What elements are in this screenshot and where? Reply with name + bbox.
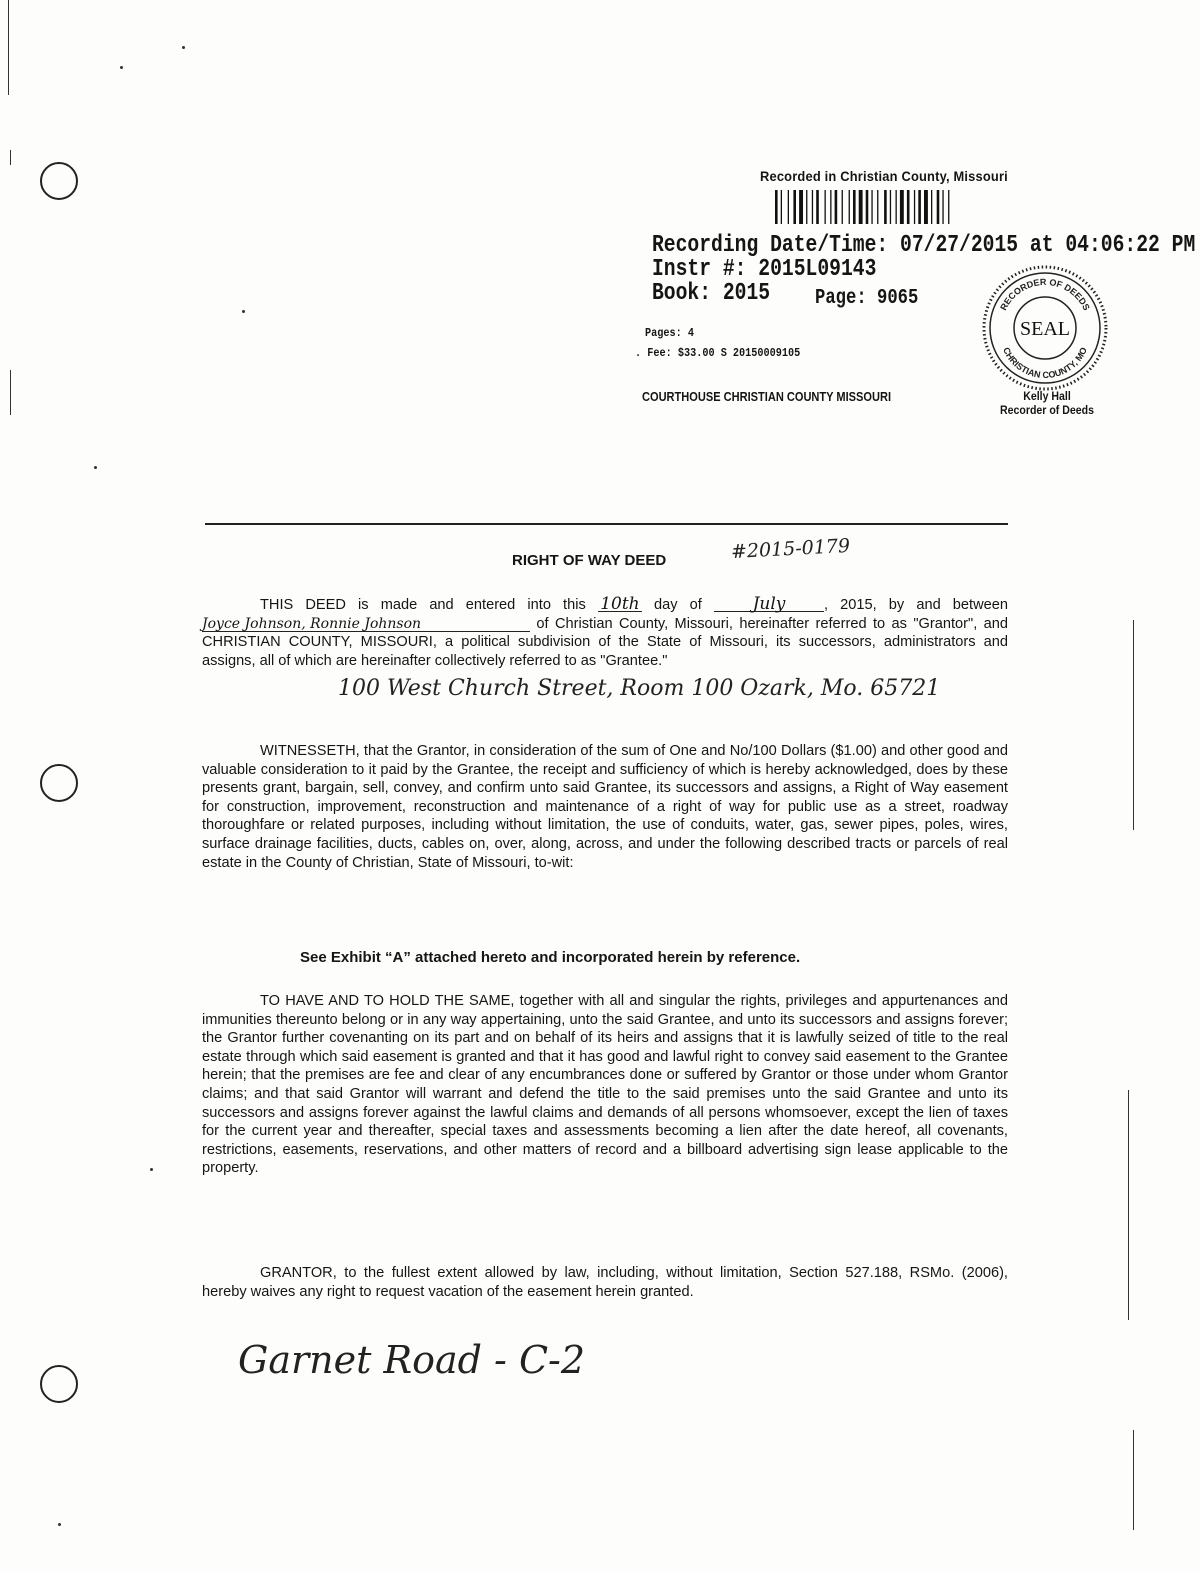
deed-paragraph-1 (202, 596, 1008, 670)
exhibit-reference: See Exhibit “A” attached hereto and incorporated herein by reference. (300, 949, 801, 966)
barcode-bar (942, 190, 943, 224)
speck (242, 310, 245, 313)
seal-ring-bottom: CHRISTIAN COUNTY, MO (1001, 345, 1089, 381)
scan-mark-right-2 (1128, 1090, 1129, 1320)
handwritten-day: 10th (598, 597, 642, 612)
barcode-bar (924, 190, 928, 224)
barcode-bar (900, 190, 904, 224)
barcode-bar (896, 190, 897, 224)
barcode-bar (907, 190, 910, 224)
barcode-bar (931, 190, 932, 224)
barcode-bar (825, 190, 826, 224)
barcode-bar (781, 190, 782, 224)
barcode-bar (859, 190, 863, 224)
deed-paragraph-4 (202, 1264, 1008, 1301)
scan-mark-left (10, 370, 11, 415)
barcode-bar (816, 190, 819, 224)
recorder-title: Recorder of Deeds (1000, 403, 1094, 417)
speck (182, 46, 185, 49)
handwritten-document-number: #2015-0179 (730, 534, 851, 564)
barcode-bar (849, 190, 850, 224)
handwritten-grantor-names: Joyce Johnson, Ronnie Johnson (202, 617, 530, 632)
speck (120, 66, 123, 69)
barcode (775, 190, 1010, 224)
svg-text:CHRISTIAN COUNTY, MO (1001, 346, 1089, 380)
barcode-bar (937, 190, 940, 224)
habendum-clause: TO HAVE AND TO HOLD THE SAME, together with all and singular the rights, privileges and appurtenances and immunities thereunto belong or in any way appertaining, unto the said Grantee, and unto its successors and assigns forever; the Grantor further covenanting on its part and on behalf of its heirs and assigns that it is lawfully seized of title to the real estate through which said easement is granted and that it has good and lawful right to convey said easement to the Grantee herein; that the premises are fee and clear of any encumbrances done or suffered by Grantor or those under whom Grantor claims; and that said Grantor will warrant and defend the title to the said premises unto the said Grantee and unto its successors and assigns forever against the lawful claims and demands of all persons whomsoever, except the lien of taxes for the current year and thereafter, special taxes and assessments becoming a lien after the date hereof, all covenants, restrictions, easements, reservations, and other matters of record and a billboard advertising sign lease applicable to the property. (202, 993, 1008, 1177)
waiver-clause: GRANTOR, to the fullest extent allowed by law, including, without limitation, Section 527.188, RSMo. (2006), hereby waives any right to request vacation of the easement herein granted. (202, 1265, 1008, 1300)
book-number: Book: 2015 (652, 280, 771, 307)
courthouse-label: COURTHOUSE CHRISTIAN COUNTY MISSOURI (642, 389, 892, 404)
barcode-bar (871, 190, 872, 224)
barcode-bar (918, 190, 921, 224)
pages-count: Pages: 4 (645, 326, 694, 340)
page-number: Page: 9065 (815, 287, 919, 310)
p1-text-b: day of (654, 597, 702, 613)
recording-county-line: Recorded in Christian County, Missouri (760, 168, 1008, 184)
punch-hole-top (40, 162, 78, 200)
scan-mark-right-3 (1133, 1430, 1134, 1530)
witnesseth-clause: WITNESSETH, that the Grantor, in consideration of the sum of One and No/100 Dollars ($1.00) and other good and valuable consideration to it paid by the Grantee, the receipt and sufficiency of which is hereby acknowledged, does by these presents grant, bargain, sell, convey, and confirm unto said Grantee, its successors and assigns, a Right of Way easement for construction, improvement, reconstruction and maintenance of a right of way for public use as a street, roadway thoroughfare or related purposes, including without limitation, the use of conduits, water, gas, sewer pipes, poles, wires, surface drainage facilities, ducts, cables on, over, along, across, and under the following described tracts or parcels of real estate in the County of Christian, State of Missouri, to-wit: (202, 743, 1008, 871)
recording-datetime: Recording Date/Time: 07/27/2015 at 04:06:22 PM (652, 232, 1196, 259)
barcode-bar (793, 190, 796, 224)
speck (150, 1168, 153, 1171)
fee-line: . Fee: $33.00 S 20150009105 (635, 346, 801, 360)
barcode-bar (914, 190, 915, 224)
barcode-bar (866, 190, 869, 224)
barcode-bar (830, 190, 831, 224)
barcode-bar (806, 190, 807, 224)
recorder-block (988, 389, 1106, 417)
barcode-bar (948, 190, 949, 224)
punch-hole-middle (40, 764, 78, 802)
speck (94, 466, 97, 469)
barcode-bar (835, 190, 838, 224)
speck (58, 1523, 61, 1526)
p1-text-a: THIS DEED is made and entered into this (260, 597, 586, 613)
p1-text-d: of Christian County, Missouri, hereinafter referred to as "Grantor", and CHRISTIAN COUNTY, MISSOURI, a political subdivision of the State of Missouri, its successors, administrators and assigns, all of which are hereinafter collectively referred to as "Grantee." (202, 615, 1008, 669)
barcode-bar (842, 190, 843, 224)
barcode-bar (775, 190, 778, 224)
instrument-number: Instr #: 2015L09143 (652, 256, 877, 283)
handwritten-grantee-address: 100 West Church Street, Room 100 Ozark, Mo. 65721 (338, 676, 941, 701)
seal-text: SEAL (1020, 318, 1070, 340)
barcode-bar (877, 190, 878, 224)
deed-paragraph-2 (202, 742, 1008, 872)
barcode-bar (812, 190, 813, 224)
barcode-bar (884, 190, 887, 224)
scan-mark-right (1133, 620, 1134, 830)
handwritten-road-name: Garnet Road - C-2 (238, 1338, 586, 1382)
barcode-bar (788, 190, 789, 224)
seal-ring-top: RECORDER OF DEEDS (998, 276, 1092, 312)
recorder-name: Kelly Hall (1023, 389, 1071, 403)
scan-mark-left-2 (10, 150, 11, 165)
deed-paragraph-3 (202, 992, 1008, 1178)
scan-border-left (8, 0, 9, 95)
recorder-seal (980, 263, 1110, 393)
punch-hole-bottom (40, 1365, 78, 1403)
header-divider (205, 523, 1008, 525)
barcode-bar (799, 190, 803, 224)
p1-text-c: , 2015, by and between (823, 597, 1008, 613)
document-title: RIGHT OF WAY DEED (512, 552, 667, 569)
handwritten-month: July (714, 597, 824, 612)
svg-text:RECORDER OF DEEDS (998, 277, 1092, 312)
barcode-bar (890, 190, 891, 224)
barcode-bar (853, 190, 856, 224)
